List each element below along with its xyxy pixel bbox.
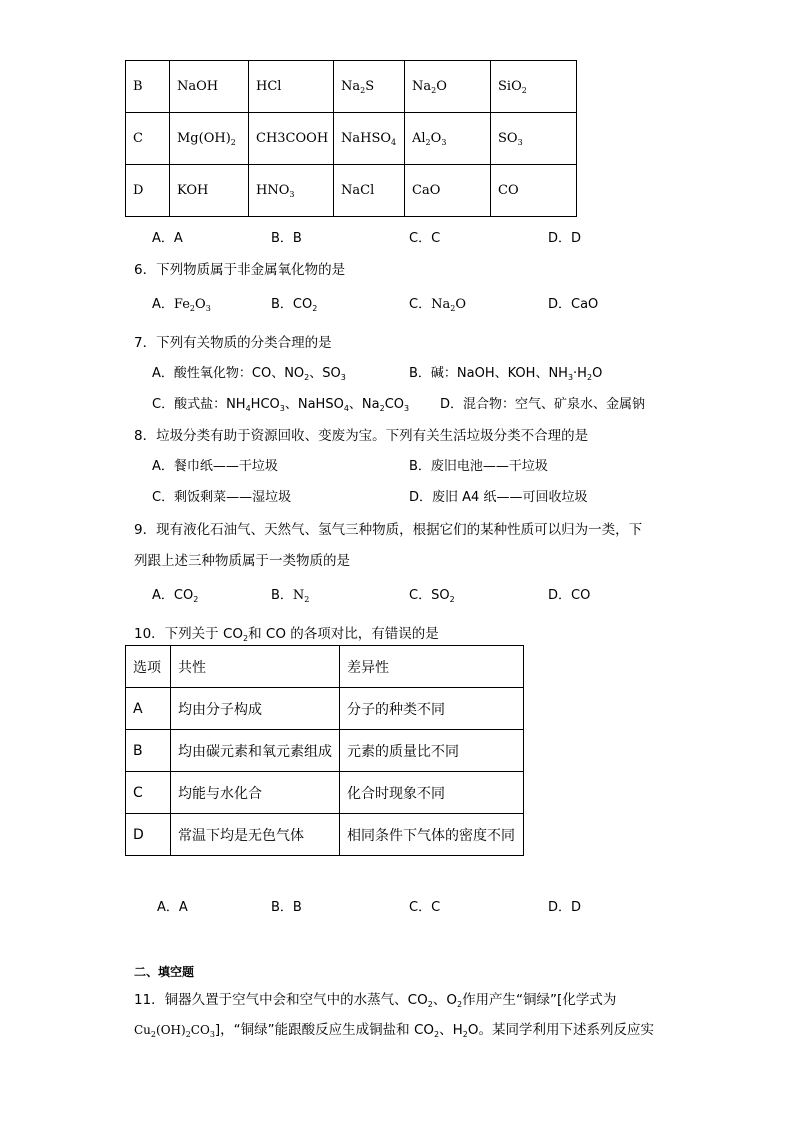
q9-option-b[interactable]: B．$N_2$	[271, 588, 310, 604]
q8-option-b[interactable]: B．废旧电池——干垃圾	[409, 459, 548, 474]
table-cell: 分子的种类不同	[340, 688, 524, 730]
table-cell: HCl	[249, 61, 334, 113]
table-row	[126, 688, 524, 730]
table-row	[126, 113, 577, 165]
q7-option-a[interactable]: A．酸性氧化物：CO、$NO_2$、$SO_3$	[152, 366, 346, 382]
table-row	[126, 165, 577, 217]
table-cell: 均能与水化合	[171, 772, 340, 814]
q9-stem-line2: 列跟上述三种物质属于一类物质的是	[134, 553, 350, 569]
q10-option-c[interactable]: C．C	[409, 900, 441, 915]
table-cell: C	[126, 113, 170, 165]
q7-option-b[interactable]: B．碱：NaOH、KOH、$NH_3\cdot H_2O$	[409, 366, 603, 382]
q8-option-c[interactable]: C．剩饭剩菜——湿垃圾	[152, 490, 292, 505]
table-row	[126, 814, 524, 856]
table-cell: CO	[491, 165, 577, 217]
table-cell: NaOH	[170, 61, 249, 113]
q5-option-c[interactable]: C．C	[409, 231, 441, 246]
q11-line1: 11．铜器久置于空气中会和空气中的水蒸气、$CO_2$、$O_2$作用产生“铜绿”[化学式为	[134, 992, 617, 1009]
table-cell: SiO$_2$	[491, 61, 577, 113]
table-cell: B	[126, 61, 170, 113]
q5-option-d[interactable]: D．D	[548, 231, 582, 246]
q6-option-c[interactable]: C．$Na_2O$	[409, 297, 466, 313]
table-cell: CH3COOH	[249, 113, 334, 165]
q6-option-b[interactable]: B．$CO_2$	[271, 297, 318, 313]
table-cell: C	[126, 772, 171, 814]
q9-option-d[interactable]: D．CO	[548, 588, 591, 603]
table-cell: 均由分子构成	[171, 688, 340, 730]
q6-option-a[interactable]: A．$Fe_2O_3$	[152, 297, 211, 313]
table-cell: 均由碳元素和氧元素组成	[171, 730, 340, 772]
table-cell: D	[126, 165, 170, 217]
q10-stem: 10．下列关于 $CO_2$和 CO 的各项对比，有错误的是	[134, 626, 439, 643]
table-cell: NaHSO$_4$	[334, 113, 405, 165]
comparison-table	[125, 645, 524, 856]
q8-option-d[interactable]: D．废旧 A4 纸——可回收垃圾	[409, 490, 588, 505]
classification-table	[125, 60, 577, 217]
q5-option-a[interactable]: A．A	[152, 231, 183, 246]
q9-stem-line1: 9．现有液化石油气、天然气、氢气三种物质，根据它们的某种性质可以归为一类，下	[134, 522, 643, 538]
table-row	[126, 730, 524, 772]
q6-stem: 6．下列物质属于非金属氧化物的是	[134, 262, 346, 278]
table-cell: KOH	[170, 165, 249, 217]
q9-option-a[interactable]: A．$CO_2$	[152, 588, 199, 604]
q7-option-d[interactable]: D．混合物：空气、矿泉水、金属钠	[440, 397, 646, 412]
table-cell: $SO_3$	[491, 113, 577, 165]
table-cell: 常温下均是无色气体	[171, 814, 340, 856]
q9-option-c[interactable]: C．$SO_2$	[409, 588, 455, 604]
q6-option-d[interactable]: D．CaO	[548, 297, 599, 312]
q7-option-c[interactable]: C．酸式盐：$NH_4HCO_3$、NaHSO$_4$、$Na_2CO_3$	[152, 397, 410, 413]
table-cell: $HNO_3$	[249, 165, 334, 217]
table-row	[126, 772, 524, 814]
table-cell: 化合时现象不同	[340, 772, 524, 814]
table-cell: 元素的质量比不同	[340, 730, 524, 772]
q5-option-b[interactable]: B．B	[271, 231, 302, 246]
table-cell: $Na_2S$	[334, 61, 405, 113]
table-cell: $Na_2O$	[405, 61, 491, 113]
q10-option-b[interactable]: B．B	[271, 900, 302, 915]
table-cell: 相同条件下气体的密度不同	[340, 814, 524, 856]
table-cell: A	[126, 688, 171, 730]
table-header-cell: 差异性	[340, 646, 524, 688]
table-cell: $Al_2O_3$	[405, 113, 491, 165]
table-header-row	[126, 646, 524, 688]
table-cell: D	[126, 814, 171, 856]
table-cell: B	[126, 730, 171, 772]
q10-option-d[interactable]: D．D	[548, 900, 582, 915]
table-cell: NaCl	[334, 165, 405, 217]
q8-option-a[interactable]: A．餐巾纸——干垃圾	[152, 459, 278, 474]
table-header-cell: 选项	[126, 646, 171, 688]
table-cell: $Mg(OH)_2$	[170, 113, 249, 165]
table-cell: CaO	[405, 165, 491, 217]
table-row	[126, 61, 577, 113]
section-heading: 二、填空题	[134, 965, 195, 979]
q11-line2: $Cu_2(OH)_2CO_3$]，“铜绿”能跟酸反应生成铜盐和 $CO_2$、$H_2O$。某同学利用下述系列反应实	[134, 1022, 654, 1039]
q8-stem: 8．垃圾分类有助于资源回收、变废为宝。下列有关生活垃圾分类不合理的是	[134, 428, 589, 444]
table-header-cell: 共性	[171, 646, 340, 688]
q7-stem: 7．下列有关物质的分类合理的是	[134, 335, 332, 351]
q10-option-a[interactable]: A．A	[157, 900, 188, 915]
